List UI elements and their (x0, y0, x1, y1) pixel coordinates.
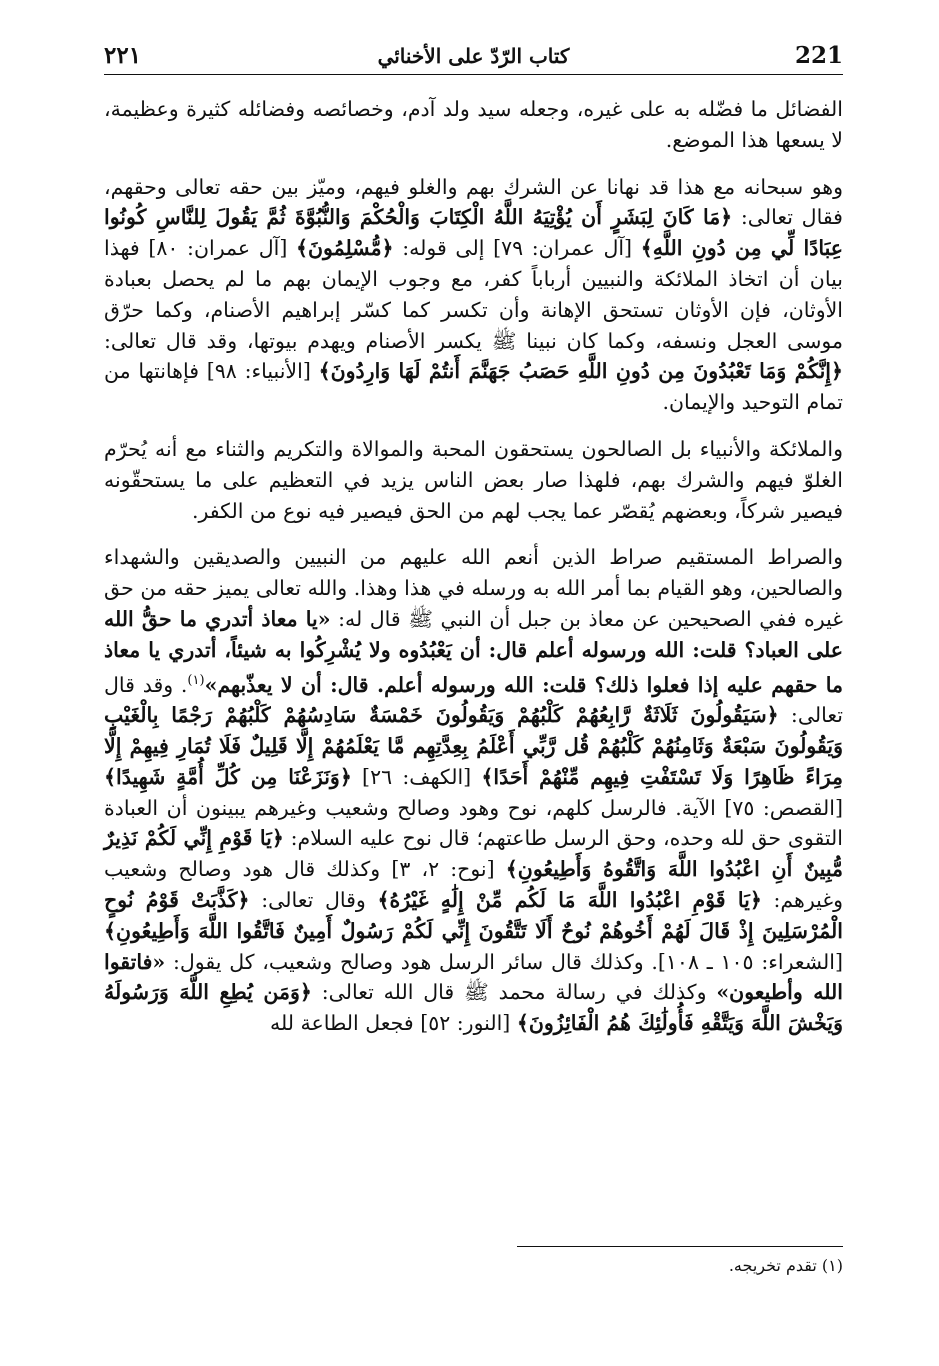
text-segment: وهو سبحانه مع هذا قد نهانا عن الشرك بهم والغلو فيهم، وميّز بين حقه تعالى وحقهم، فقال تعالى: (104, 174, 843, 230)
quran-verse: ﴿وَمَن يُطِعِ اللَّهَ وَرَسُولَهُ وَيَخْشَ اللَّهَ وَيَتَّقْهِ فَأُولَٰئِكَ هُمُ الْفَائِزُونَ﴾ (104, 980, 843, 1036)
text-segment: [الكهف: ٢٦] (351, 764, 482, 789)
paragraph (104, 434, 843, 526)
text-segment: [الشعراء: ١٠٥ ـ ١٠٨]. وكذلك قال سائر الرسل هود وصالح وشعيب، كل يقول: (165, 949, 843, 974)
text-segment: وقال تعالى: (249, 887, 378, 912)
footnote-rule (517, 1246, 843, 1247)
footnote: (١) تقدم تخريجه. (728, 1256, 843, 1275)
paragraph (104, 94, 843, 156)
quran-verse: ﴿يَا قَوْمِ اعْبُدُوا اللَّهَ مَا لَكُم مِّنْ إِلَٰهٍ غَيْرُهُ﴾ (377, 887, 762, 912)
text-segment: الفضائل ما فضّله به على غيره، وجعله سيد ولد آدم، وخصائصه وفضائله كثيرة وعظيمة، لا يسعها هذا الموضع. (104, 97, 843, 152)
text-segment: [النور: ٥٢] فجعل الطاعة لله (269, 1011, 517, 1036)
text-segment: وكذلك في رسالة محمد ﷺ قال الله تعالى: (311, 980, 717, 1005)
page-number-arabic: ٢٢١ (104, 42, 142, 69)
paragraph (104, 542, 843, 1039)
text-segment: . وقد قال تعالى: (104, 672, 843, 728)
text-segment: [القصص: ٧٥] الآية. فالرسل كلهم، نوح وهود وصالح وشعيب وغيرهم يبينون أن العبادة التقوى حق لله وحده، وحق الرسل طاعتهم؛ قال نوح عليه السلام: (104, 795, 843, 851)
quran-verse: ﴿وَنَزَعْنَا مِن كُلِّ أُمَّةٍ شَهِيدًا﴾ (104, 764, 352, 789)
running-title: كتاب الرّدّ على الأخنائي (377, 44, 570, 68)
quran-verse: ﴿مَا كَانَ لِبَشَرٍ أَن يُؤْتِيَهُ اللَّهُ الْكِتَابَ وَالْحُكْمَ وَالنُّبُوَّةَ ثُمَّ يَقُولَ لِلنَّاسِ كُونُوا عِبَادًا لِّي مِن دُونِ اللَّهِ﴾ (104, 205, 843, 261)
text-segment: [آل عمران: ٧٩] إلى قوله: (393, 236, 641, 261)
text-segment: [الأنبياء: ٩٨] فإهانتها من تمام التوحيد والإيمان. (104, 359, 843, 415)
quran-verse: ﴿كَذَّبَتْ قَوْمُ نُوحٍ الْمُرْسَلِينَ إِذْ قَالَ لَهُمْ أَخُوهُمْ نُوحٌ أَلَا تَتَّقُونَ إِنِّي لَكُمْ رَسُولٌ أَمِينٌ فَاتَّقُوا اللَّهَ وَأَطِيعُونِ﴾ (104, 887, 843, 943)
hadith-quote: «فاتقوا الله وأطيعون» (104, 949, 843, 1005)
text-segment: والصراط المستقيم صراط الذين أنعم الله عليهم من النبيين والصديقين والشهداء والصالحين، وهو القيام بما أمر الله به ورسله في هذا وهذا. والله تعالى يميز حقه من حق غيره ففي الصحيحين عن معاذ بن جبل أن النبي ﷺ قال له: (104, 545, 843, 631)
page-number-latin: 221 (794, 42, 843, 69)
text-segment: [آل عمران: ٨٠] فهذا بيان أن اتخاذ الملائكة والنبيين أرباباً كفر، مع وجوب الإيمان بهم ما لم يحصل بعبادة الأوثان، فإن الأوثان تستحق الإهانة وأن تكسر كما كسّر إبراهيم الأصنام، وكما حرّق موسى العجل ونسفه، وكما كان نبينا ﷺ يكسر الأصنام ويهدم بيوتها، وقد قال تعالى: (104, 236, 843, 353)
header-rule (104, 74, 843, 75)
quran-verse: ﴿إِنَّكُمْ وَمَا تَعْبُدُونَ مِن دُونِ اللَّهِ حَصَبُ جَهَنَّمَ أَنتُمْ لَهَا وَارِدُونَ﴾ (318, 359, 843, 384)
paragraph (104, 172, 843, 418)
main-text (104, 94, 843, 1055)
quran-verse: ﴿يَا قَوْمِ إِنِّي لَكُمْ نَذِيرٌ مُّبِينٌ أَنِ اعْبُدُوا اللَّهَ وَاتَّقُوهُ وَأَطِيعُونِ﴾ (104, 826, 843, 882)
footnote-reference: (١) (187, 672, 205, 688)
quran-verse: ﴿مُّسْلِمُونَ﴾ (295, 236, 394, 261)
text-segment: والملائكة والأنبياء بل الصالحون يستحقون المحبة والموالاة والتكريم والثناء مع أنه يُحرّم الغلوّ فيهم والشرك بهم، فلهذا صار بعض الناس يزيد في التعظيم على ما يستحقّونه فيصير شركاً، وبعضهم يُقصّر عما يجب لهم من الحق فيصير فيه نوع من الكفر. (104, 436, 843, 523)
page-header (104, 38, 843, 78)
hadith-quote: «يا معاذ أتدري ما حقُّ الله على العباد؟ قلت: الله ورسوله أعلم قال: أن يَعْبُدُوه ولا يُشْرِكُوا به شيئاً، أتدري يا معاذ ما حقهم عليه إذا فعلوا ذلك؟ قلت: الله ورسوله أعلم. قال: أن لا يعذّبهم» (104, 606, 843, 697)
text-segment: [نوح: ٢، ٣] وكذلك قال هود وصالح وشعيب وغيرهم: (104, 857, 843, 912)
quran-verse: ﴿سَيَقُولُونَ ثَلَاثَةٌ رَّابِعُهُمْ كَلْبُهُمْ وَيَقُولُونَ خَمْسَةٌ سَادِسُهُمْ كَلْبُهُمْ رَجْمًا بِالْغَيْبِ وَيَقُولُونَ سَبْعَةٌ وَثَامِنُهُمْ كَلْبُهُمْ قُل رَّبِّي أَعْلَمُ بِعِدَّتِهِم مَّا يَعْلَمُهُمْ إِلَّا قَلِيلٌ فَلَا تُمَارِ فِيهِمْ إِلَّا مِرَاءً ظَاهِرًا وَلَا تَسْتَفْتِ فِيهِم مِّنْهُمْ أَحَدًا﴾ (104, 703, 843, 789)
